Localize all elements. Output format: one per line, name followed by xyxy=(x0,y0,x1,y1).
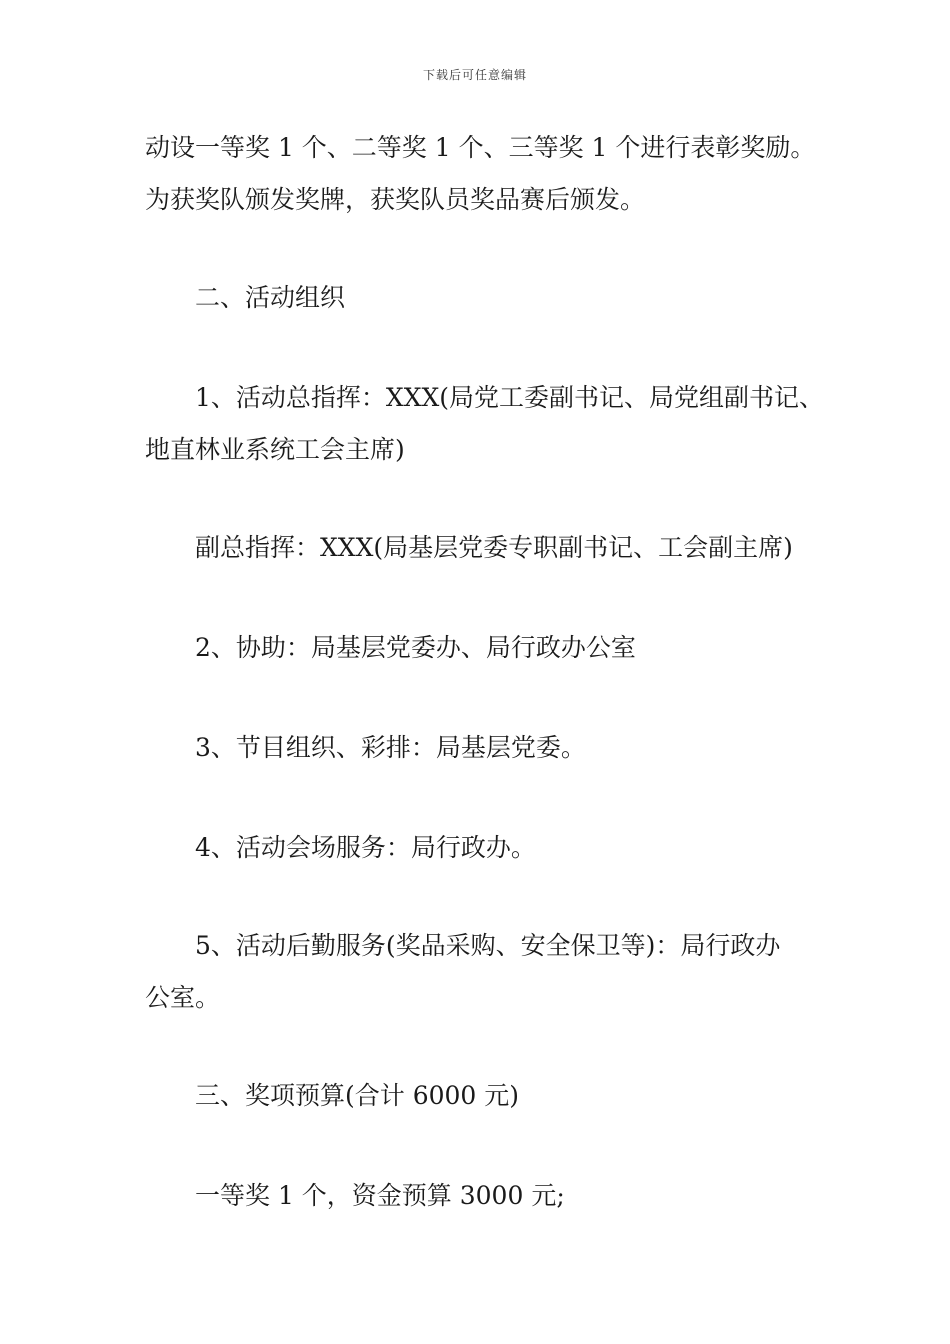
download-note: 下载后可任意编辑 xyxy=(422,68,527,82)
paragraph-line: 4、活动会场服务：局行政办。 xyxy=(195,833,536,862)
paragraph-line: 地直林业系统工会主席) xyxy=(145,435,405,464)
section-heading: 二、活动组织 xyxy=(195,283,346,312)
paragraph-line: 2、协助：局基层党委办、局行政办公室 xyxy=(195,633,636,662)
paragraph-line: 为获奖队颁发奖牌，获奖队员奖品赛后颁发。 xyxy=(145,185,646,214)
paragraph-line: 一等奖 1 个，资金预算 3000 元; xyxy=(195,1181,565,1210)
paragraph-line: 副总指挥：XXX(局基层党委专职副书记、工会副主席) xyxy=(195,533,793,562)
section-heading: 三、奖项预算(合计 6000 元) xyxy=(195,1081,520,1110)
paragraph-line: 公室。 xyxy=(145,983,221,1012)
paragraph-line: 5、活动后勤服务(奖品采购、安全保卫等)：局行政办 xyxy=(195,931,781,960)
paragraph-line: 动设一等奖 1 个、二等奖 1 个、三等奖 1 个进行表彰奖励。 xyxy=(145,133,816,162)
paragraph-line: 1、活动总指挥：XXX(局党工委副书记、局党组副书记、 xyxy=(195,383,825,412)
paragraph-line: 3、节目组织、彩排：局基层党委。 xyxy=(195,733,586,762)
